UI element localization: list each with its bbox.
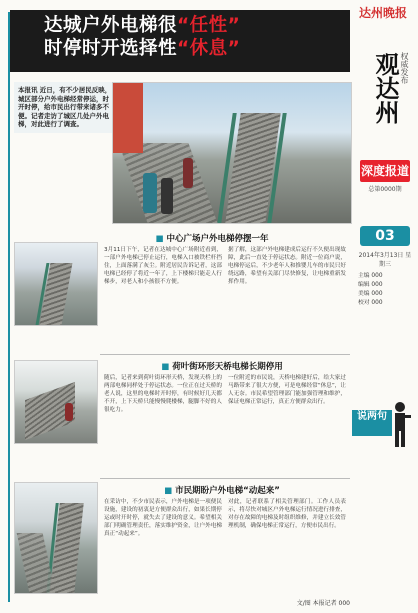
- issue-date: 2014年3月13日 星期三: [358, 252, 412, 268]
- credit-line: 美编 000: [358, 291, 383, 297]
- section-heading-text: 市民期盼户外电梯“动起来”: [175, 486, 280, 496]
- masthead: [354, 0, 418, 613]
- left-rule: [8, 12, 10, 602]
- headline-text-2: 时停时开选择性: [44, 38, 178, 59]
- editorial-credits: [358, 272, 412, 308]
- comment-badge: 说两句: [352, 410, 392, 436]
- headline-quote-1: “任性”: [177, 15, 241, 36]
- credit-line: 主编 000: [358, 273, 383, 279]
- photo-overpass-elevator: [14, 360, 98, 444]
- headline-line-2: [44, 37, 344, 60]
- section-subtitle: 权威发布: [400, 52, 409, 84]
- intro-text: 本报讯 近日，有不少居民反映，城区部分户外电梯经常停运，时开时停，给市民出行带来诸多不便。记者走访了城区几处户外电梯，对此进行了调查。: [14, 82, 118, 133]
- section-divider: [100, 354, 350, 355]
- article-column: 据了解，这部户外电梯建成后运行不久便出现故障，此后一直处于停运状态。附近一位商户说，电梯停运后，不少老年人和推婴儿车的市民只好绕远路，希望有关部门尽快修复，让电梯重新发挥作用。: [228, 247, 346, 285]
- article-column: 对此，记者联系了相关管理部门。工作人员表示，将尽快对城区户外电梯运行情况进行排查，对存在故障的电梯及时组织维修，并建立长效管理机制，确保电梯正常运行，方便市民出行。: [228, 499, 346, 529]
- page-number: 03: [360, 226, 410, 246]
- credit-line: 编辑 000: [358, 282, 383, 288]
- article-column: 在采访中，不少市民表示，户外电梯是一项便民设施，建设的初衷是方便群众出行，如果长期停运或时开时停，就失去了建设的意义。希望相关部门明确管理责任，落实维护资金，让户外电梯真正“动起来”。: [104, 499, 222, 537]
- article-column: 一位附近的市民说，天桥电梯建好后，给大家过马路带来了很大方便，可是电梯经常“休息”，让人无奈。市民希望管理部门能加强管理和维护，保证电梯正常运行，真正方便群众出行。: [228, 375, 346, 405]
- photo-escalator-plaza: [14, 242, 98, 326]
- lead-photo: [112, 82, 352, 224]
- byline: 文/图 本报记者 000: [296, 600, 350, 607]
- heading-marker: ■: [155, 234, 164, 244]
- person-figure: [65, 403, 73, 421]
- credit-line: 校对 000: [358, 300, 383, 306]
- headline-text-1: 达城户外电梯很: [44, 15, 178, 36]
- reporter-figure-icon: [388, 400, 412, 450]
- comment-box: [352, 400, 414, 456]
- section-heading-3: [112, 484, 332, 496]
- section-heading-text: 中心广场户外电梯停摆一年: [166, 234, 269, 244]
- section-heading-text: 荷叶街环形天桥电梯长期停用: [172, 362, 283, 372]
- person-figure: [161, 178, 173, 214]
- section-title: 观达州: [371, 52, 400, 124]
- article-column: 随后，记者来到荷叶街环形天桥，发现天桥上的两部电梯同样处于停运状态。一位正在过天桥的老人说，这里的电梯时开时停，有时候好几天都不开，上下天桥只能慢慢爬楼梯，腿脚不好的人很吃力。: [104, 375, 222, 413]
- section-stamp: 深度报道: [360, 160, 410, 182]
- heading-marker: ■: [164, 486, 173, 496]
- headline-quote-2: “休息”: [177, 38, 241, 59]
- photo-outdoor-escalator: [14, 482, 98, 594]
- section-heading-1: [112, 232, 312, 244]
- issue-number: 总第0000期: [368, 186, 402, 193]
- headline: [44, 14, 344, 60]
- newspaper-logo: 达州晚报: [359, 6, 408, 20]
- section-heading-2: [112, 360, 332, 372]
- section-divider: [100, 478, 350, 479]
- headline-line-1: [44, 14, 344, 37]
- article-column: 3月11日下午，记者在达城中心广场附近看到，一部户外电梯已停止运行，电梯入口被铁栏杆挡住，上面落满了灰尘。附近居民告诉记者，这部电梯已经停了将近一年了，上下楼梯只能走人行梯步，对老人和小孩很不方便。: [104, 247, 222, 285]
- building-sign: [113, 83, 143, 153]
- person-figure: [143, 173, 157, 213]
- heading-marker: ■: [161, 362, 170, 372]
- person-figure: [183, 158, 193, 188]
